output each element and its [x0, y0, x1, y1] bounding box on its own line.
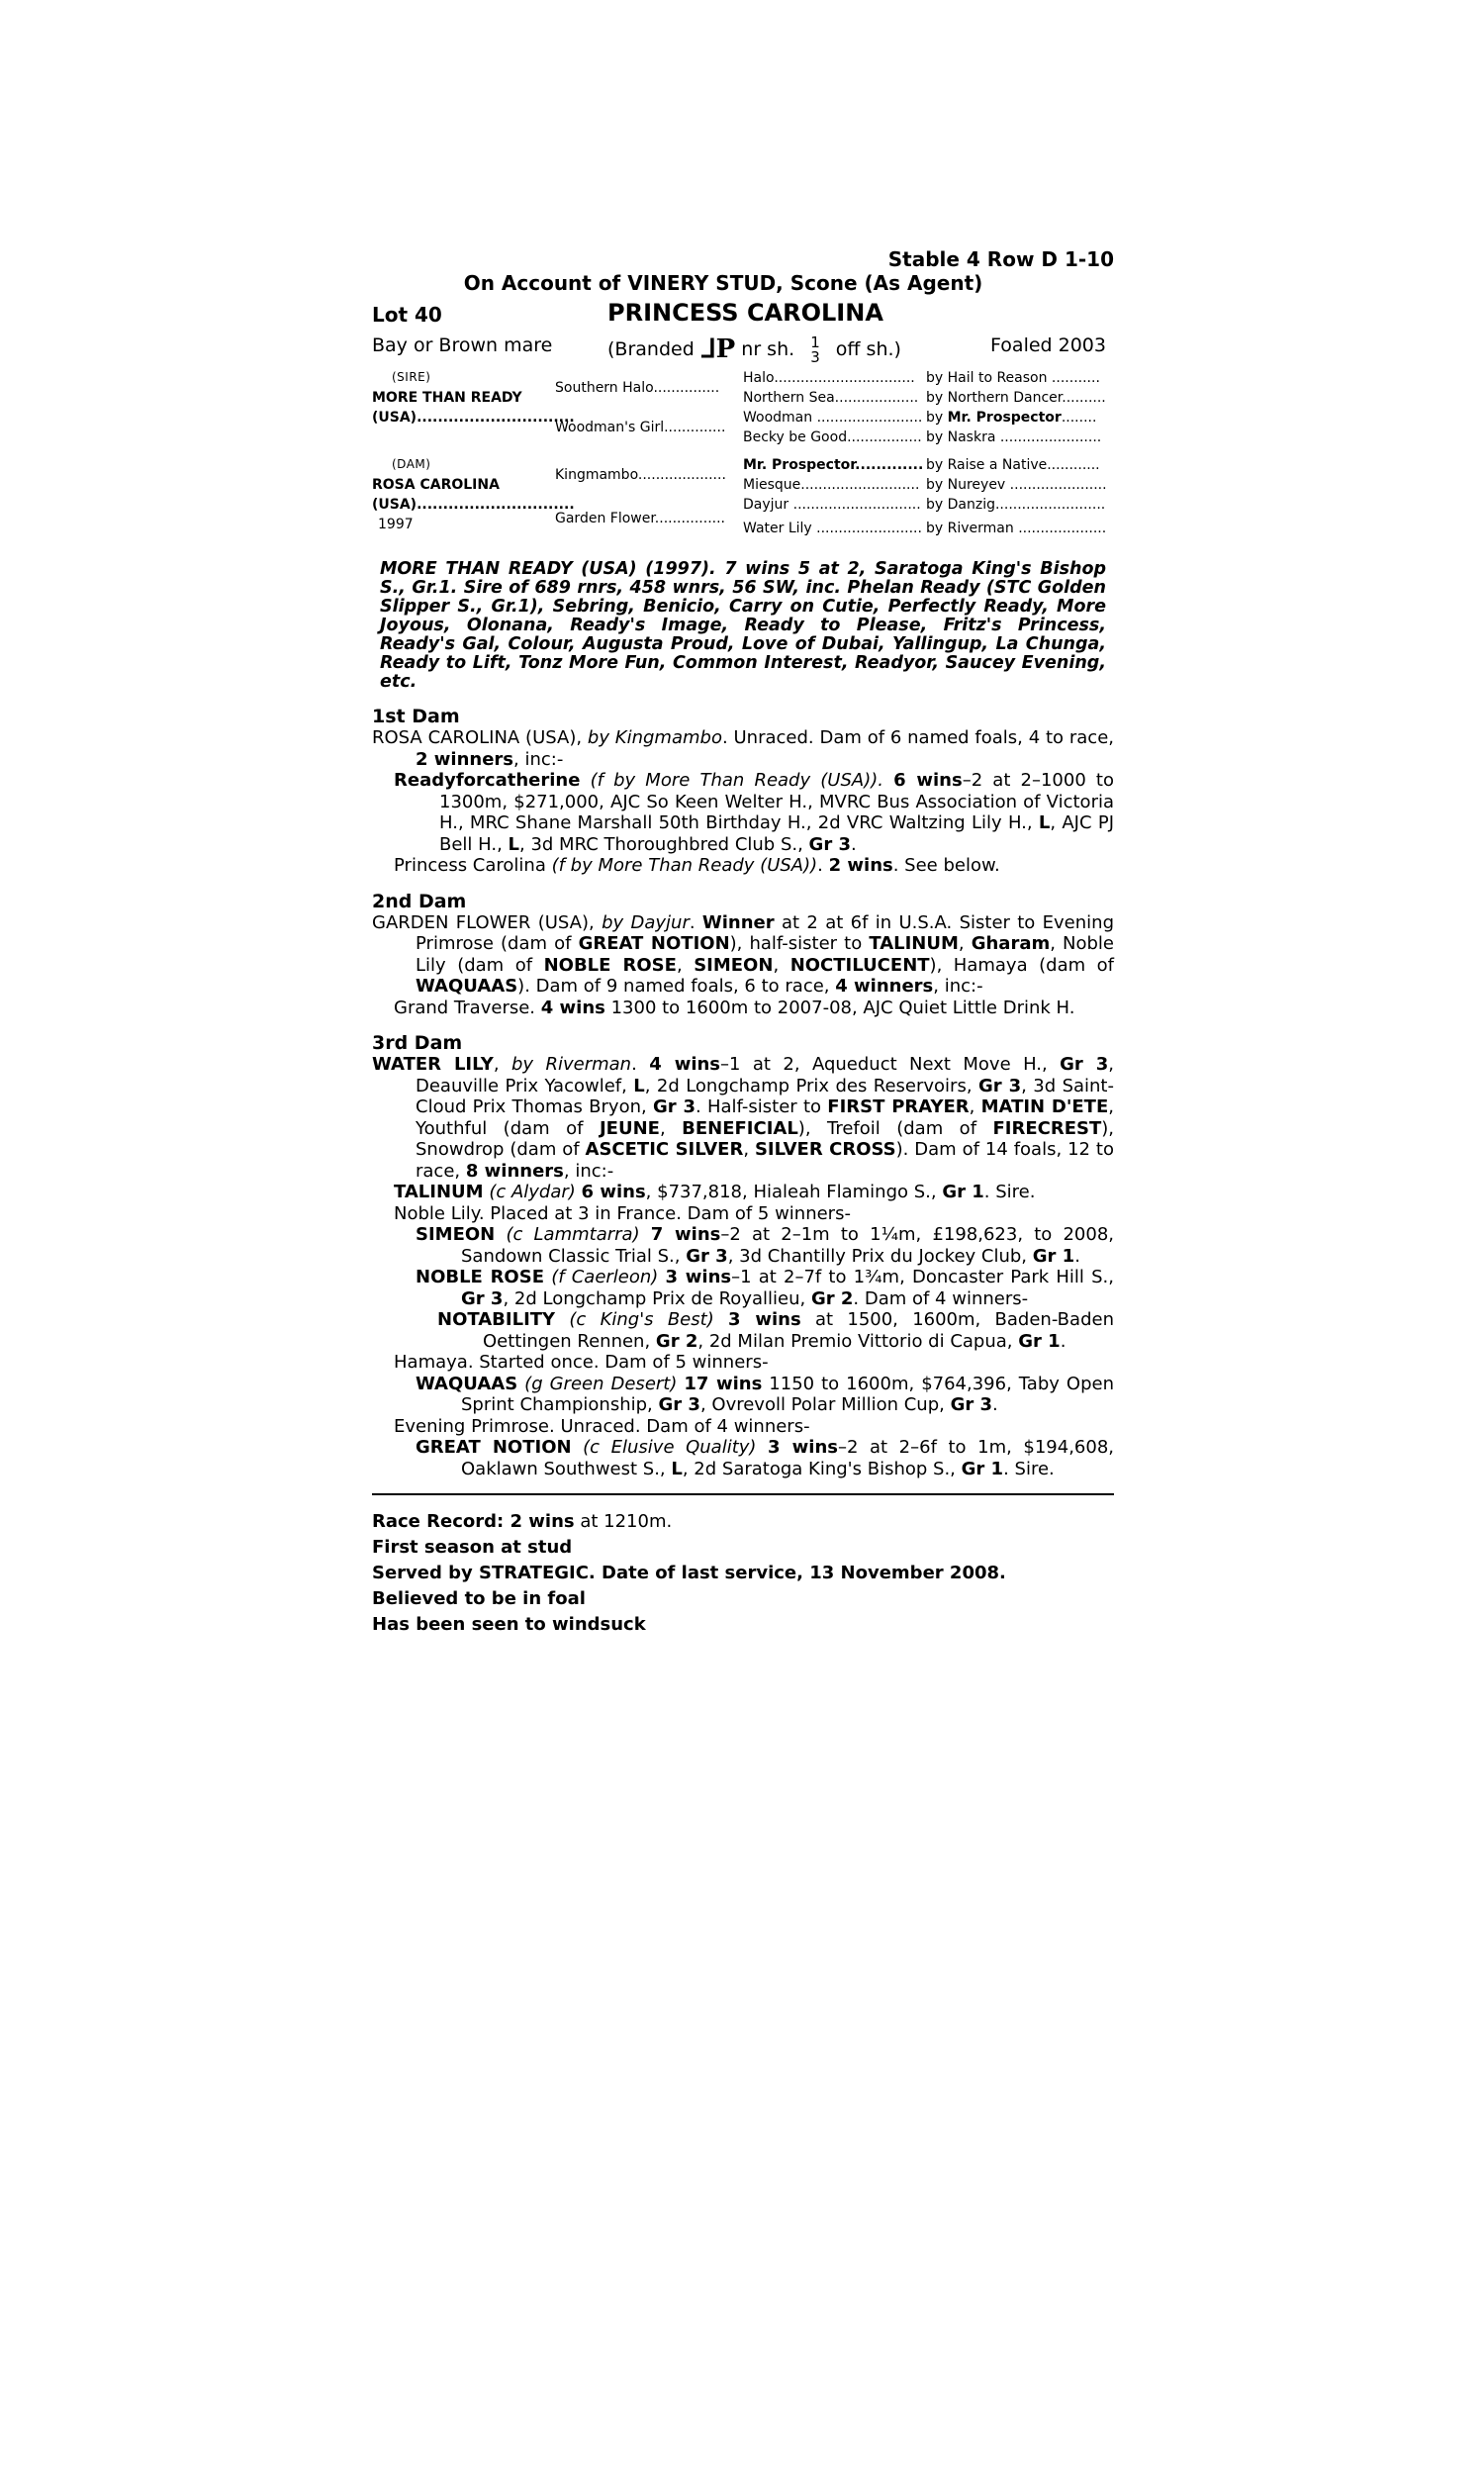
gen4-8: by Riverman ....................: [926, 521, 1107, 536]
foaled-year: Foaled 2003: [990, 334, 1106, 356]
gen3-7: Dayjur .............................: [743, 497, 921, 513]
fraction-denominator: 3: [810, 347, 820, 366]
gen4-2: by Northern Dancer..........: [926, 390, 1106, 406]
section-first-dam: 1st Dam: [372, 706, 460, 727]
grandsire-dam-side: Kingmambo....................: [555, 467, 726, 483]
gen3-5: Mr. Prospector.............: [743, 457, 924, 473]
sire-tag: (SIRE): [392, 370, 431, 384]
sire-country: (USA)..............................: [372, 410, 575, 426]
brand-fraction: [810, 335, 820, 365]
grandsire: Southern Halo...............: [555, 380, 720, 396]
first-dam-entry: ROSA CAROLINA (USA), by Kingmambo. Unraced. Dam of 6 named foals, 4 to race, 2 winners, inc:-: [372, 727, 1114, 770]
dam-name: ROSA CAROLINA: [372, 477, 500, 493]
dam-tag: (DAM): [392, 457, 431, 471]
section-third-dam: 3rd Dam: [372, 1032, 463, 1054]
produce-entry: Grand Traverse. 4 wins 1300 to 1600m to 2007-08, AJC Quiet Little Drink H.: [394, 997, 1075, 1018]
granddam-sire-side: Woodman's Girl..............: [555, 420, 726, 435]
lot-line: [372, 299, 1114, 329]
catalogue-page: [372, 247, 1114, 1638]
produce-entry: Hamaya. Started once. Dam of 5 winners-: [394, 1352, 769, 1373]
lot-number: Lot 40: [372, 303, 442, 327]
sire-summary: MORE THAN READY (USA) (1997). 7 wins 5 at 2, Saratoga King's Bishop S., Gr.1. Sire of 689 rnrs, 458 wnrs, 56 SW, inc. Phelan Ready (STC Golden Slipper S., Gr.1), Sebring, Benicio, Carry on Cutie, Perfectly Ready, More Joyous, Olonana, Ready's Image, Ready to Please, Fritz's Princess, Ready's Gal, Colour, Augusta Proud, Love of Dubai, Yallingup, La Chunga, Ready to Lift, Tonz More Fun, Common Interest, Readyor, Saucey Evening, etc.: [380, 559, 1106, 692]
stud-season: First season at stud: [372, 1537, 573, 1558]
brand-near: nr sh.: [741, 338, 795, 360]
gen4-6: by Nureyev ......................: [926, 477, 1107, 493]
gen4-3: by Mr. Prospector........: [926, 410, 1097, 426]
second-dam-entry: GARDEN FLOWER (USA), by Dayjur. Winner at 2 at 6f in U.S.A. Sister to Evening Primrose (dam of GREAT NOTION), half-sister to TALINUM, Gharam, Noble Lily (dam of NOBLE ROSE, SIMEON, NOCTILUCENT), Hamaya (dam of WAQUAAS). Dam of 9 named foals, 6 to race, 4 winners, inc:-: [372, 911, 1115, 997]
produce-entry: Princess Carolina (f by More Than Ready (USA)). 2 wins. See below.: [394, 855, 1000, 876]
gen3-1: Halo................................: [743, 370, 915, 386]
third-dam-entry: WATER LILY, by Riverman. 4 wins–1 at 2, Aqueduct Next Move H., Gr 3, Deauville Prix Yacowlef, L, 2d Longchamp Prix des Reservoirs, Gr 3, 3d Saint-Cloud Prix Thomas Bryon, Gr 3. Half-sister to FIRST PRAYER, MATIN D'ETE, Youthful (dam of JEUNE, BENEFICIAL), Trefoil (dam of FIRECREST), Snowdrop (dam of ASCETIC SILVER, SILVER CROSS). Dam of 14 foals, 12 to race, 8 winners, inc:-: [372, 1054, 1115, 1182]
produce-entry: NOTABILITY (c King's Best) 3 wins at 1500, 1600m, Baden-Baden Oettingen Rennen, Gr 2, 2d Milan Premio Vittorio di Capua, Gr 1.: [437, 1309, 1114, 1352]
dam-year: 1997: [378, 517, 414, 532]
gen3-6: Miesque...........................: [743, 477, 920, 493]
fraction-numerator: 1: [810, 333, 820, 351]
brand-mark: ᒧP: [699, 334, 736, 364]
brand-off: off sh.): [835, 338, 901, 360]
race-record: Race Record: 2 wins at 1210m.: [372, 1511, 673, 1532]
dam-country: (USA)..............................: [372, 497, 575, 513]
produce-entry: GREAT NOTION (c Elusive Quality) 3 wins–2 at 2–6f to 1m, $194,608, Oaklawn Southwest S., L, 2d Saratoga King's Bishop S., Gr 1. Sire.: [416, 1437, 1115, 1479]
color-sex: Bay or Brown mare: [372, 334, 553, 356]
section-second-dam: 2nd Dam: [372, 890, 467, 912]
produce-entry: Evening Primrose. Unraced. Dam of 4 winners-: [394, 1415, 810, 1437]
divider: [372, 1493, 1114, 1495]
foal-status: Believed to be in foal: [372, 1588, 586, 1609]
produce-entry: WAQUAAS (g Green Desert) 17 wins 1150 to 1600m, $764,396, Taby Open Sprint Championship, Gr 3, Ovrevoll Polar Million Cup, Gr 3.: [416, 1373, 1114, 1415]
sire-name: MORE THAN READY: [372, 390, 522, 406]
stable-location: Stable 4 Row D 1-10: [887, 247, 1114, 271]
pedigree-table: [372, 368, 1114, 546]
horse-name: PRINCESS CAROLINA: [607, 299, 883, 327]
windsuck-note: Has been seen to windsuck: [372, 1614, 646, 1635]
gen3-4: Becky be Good.................: [743, 429, 922, 445]
brand-info: [607, 334, 901, 365]
gen4-7: by Danzig.........................: [926, 497, 1106, 513]
vendor-account: On Account of VINERY STUD, Scone (As Agent): [463, 271, 983, 295]
gen3-8: Water Lily ........................: [743, 521, 922, 536]
gen4-4: by Naskra .......................: [926, 429, 1102, 445]
gen3-3: Woodman ........................: [743, 410, 923, 426]
produce-entry: SIMEON (c Lammtarra) 7 wins–2 at 2–1m to 1¼m, £198,623, to 2008, Sandown Classic Trial S., Gr 3, 3d Chantilly Prix du Jockey Club, Gr 1.: [416, 1224, 1115, 1267]
granddam: Garden Flower................: [555, 511, 726, 526]
description-line: [372, 329, 1114, 364]
brand-prefix: (Branded: [607, 338, 695, 360]
service-info: Served by STRATEGIC. Date of last service, 13 November 2008.: [372, 1563, 1006, 1583]
produce-entry: Noble Lily. Placed at 3 in France. Dam of 5 winners-: [394, 1202, 851, 1224]
produce-entry: Readyforcatherine (f by More Than Ready (USA)). 6 wins–2 at 2–1000 to 1300m, $271,000, AJC So Keen Welter H., MVRC Bus Association of Victoria H., MRC Shane Marshall 50th Birthday H., 2d VRC Waltzing Lily H., L, AJC PJ Bell H., L, 3d MRC Thoroughbred Club S., Gr 3.: [394, 770, 1114, 855]
gen4-1: by Hail to Reason ...........: [926, 370, 1100, 386]
produce-entry: NOBLE ROSE (f Caerleon) 3 wins–1 at 2–7f to 1¾m, Doncaster Park Hill S., Gr 3, 2d Longchamp Prix de Royallieu, Gr 2. Dam of 4 winners-: [416, 1267, 1114, 1309]
produce-entry: TALINUM (c Alydar) 6 wins, $737,818, Hialeah Flamingo S., Gr 1. Sire.: [394, 1182, 1036, 1202]
gen3-2: Northern Sea...................: [743, 390, 919, 406]
gen4-5: by Raise a Native............: [926, 457, 1100, 473]
